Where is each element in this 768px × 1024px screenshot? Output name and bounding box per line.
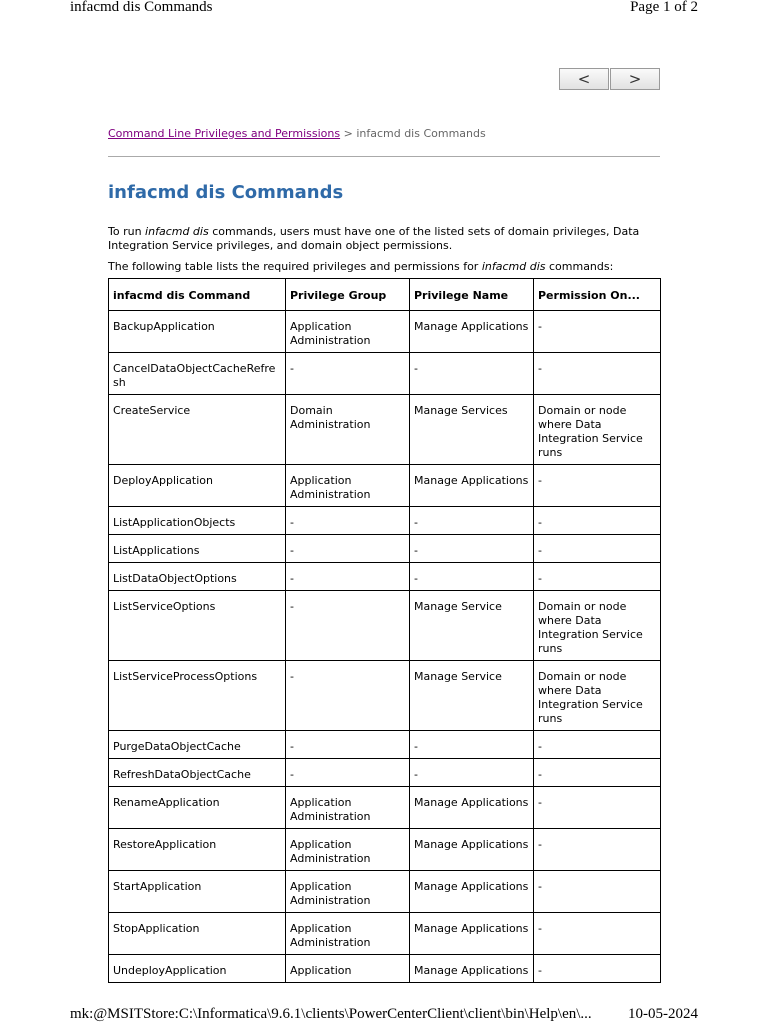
cell-privilege-name: Manage Applications (410, 955, 534, 983)
intro-command-name: infacmd dis (481, 260, 546, 273)
cell-permission-on: Domain or node where Data Integration Service runs (534, 591, 661, 661)
cell-privilege-group: Application Administration (286, 787, 410, 829)
table-row (109, 535, 661, 563)
column-header-command: infacmd dis Command (109, 279, 286, 311)
table-row (109, 759, 661, 787)
cell-permission-on: - (534, 829, 661, 871)
table-row (109, 591, 661, 661)
cell-privilege-group: - (286, 563, 410, 591)
cell-command: StopApplication (109, 913, 286, 955)
cell-permission-on: Domain or node where Data Integration Service runs (534, 395, 661, 465)
cell-privilege-name: - (410, 731, 534, 759)
cell-privilege-group: Application (286, 955, 410, 983)
print-header-page-number: Page 1 of 2 (630, 0, 698, 15)
next-topic-button[interactable]: > (610, 68, 660, 90)
table-row (109, 395, 661, 465)
page-title: infacmd dis Commands (108, 182, 344, 203)
cell-command: RestoreApplication (109, 829, 286, 871)
column-header-privilege-name: Privilege Name (410, 279, 534, 311)
table-intro-paragraph (108, 260, 660, 274)
cell-privilege-group: Application Administration (286, 871, 410, 913)
cell-privilege-group: - (286, 353, 410, 395)
cell-privilege-name: Manage Applications (410, 913, 534, 955)
cell-permission-on: Domain or node where Data Integration Service runs (534, 661, 661, 731)
previous-topic-button[interactable]: < (559, 68, 609, 90)
intro-text: The following table lists the required privileges and permissions for (108, 260, 482, 273)
breadcrumb-link-privileges[interactable]: Command Line Privileges and Permissions (108, 127, 341, 140)
cell-permission-on: - (534, 787, 661, 829)
print-footer (70, 1006, 698, 1024)
cell-privilege-name: Manage Services (410, 395, 534, 465)
intro-text: To run (108, 225, 146, 238)
print-footer-url: mk:@MSITStore:C:\Informatica\9.6.1\clients\PowerCenterClient\client\bin\Help\en\... (70, 1006, 592, 1022)
cell-command: ListDataObjectOptions (109, 563, 286, 591)
cell-privilege-name: - (410, 353, 534, 395)
cell-privilege-group: Application Administration (286, 311, 410, 353)
table-body (109, 311, 661, 983)
cell-privilege-name: Manage Applications (410, 465, 534, 507)
cell-privilege-name: Manage Applications (410, 311, 534, 353)
print-footer-date: 10-05-2024 (628, 1006, 698, 1022)
table-row (109, 311, 661, 353)
table-header-row (109, 279, 661, 311)
cell-privilege-name: Manage Applications (410, 787, 534, 829)
intro-command-name: infacmd dis (145, 225, 209, 238)
cell-privilege-group: - (286, 591, 410, 661)
cell-privilege-name: - (410, 563, 534, 591)
print-header-title: infacmd dis Commands (70, 0, 213, 15)
table-row (109, 353, 661, 395)
cell-command: CreateService (109, 395, 286, 465)
cell-privilege-group: Application Administration (286, 465, 410, 507)
breadcrumb-current: infacmd dis Commands (356, 127, 486, 140)
table-row (109, 731, 661, 759)
cell-command: UndeployApplication (109, 955, 286, 983)
cell-privilege-name: - (410, 535, 534, 563)
cell-privilege-group: Application Administration (286, 829, 410, 871)
breadcrumb (108, 126, 660, 144)
table-row (109, 913, 661, 955)
cell-command: RefreshDataObjectCache (109, 759, 286, 787)
cell-permission-on: - (534, 759, 661, 787)
print-header (70, 0, 698, 18)
cell-permission-on: - (534, 465, 661, 507)
cell-privilege-name: - (410, 507, 534, 535)
cell-permission-on: - (534, 955, 661, 983)
cell-command: ListApplicationObjects (109, 507, 286, 535)
cell-privilege-group: Application Administration (286, 913, 410, 955)
column-header-permission-on: Permission On... (534, 279, 661, 311)
cell-command: ListServiceProcessOptions (109, 661, 286, 731)
table-row (109, 563, 661, 591)
cell-command: ListServiceOptions (109, 591, 286, 661)
intro-text: commands, users must have one of the listed sets of domain privileges, Data Integration Service privileges, and domain object permissions. (108, 225, 640, 252)
cell-privilege-group: - (286, 661, 410, 731)
cell-privilege-group: Domain Administration (286, 395, 410, 465)
table-row (109, 955, 661, 983)
cell-command: CancelDataObjectCacheRefresh (109, 353, 286, 395)
cell-permission-on: - (534, 913, 661, 955)
cell-privilege-group: - (286, 731, 410, 759)
cell-privilege-group: - (286, 507, 410, 535)
cell-permission-on: - (534, 353, 661, 395)
privileges-table (108, 278, 661, 983)
intro-text: commands: (545, 260, 614, 273)
table-row (109, 661, 661, 731)
table-row (109, 871, 661, 913)
cell-permission-on: - (534, 871, 661, 913)
cell-privilege-group: - (286, 535, 410, 563)
cell-command: RenameApplication (109, 787, 286, 829)
cell-command: ListApplications (109, 535, 286, 563)
cell-permission-on: - (534, 731, 661, 759)
table-row (109, 465, 661, 507)
cell-command: StartApplication (109, 871, 286, 913)
cell-permission-on: - (534, 563, 661, 591)
table-row (109, 829, 661, 871)
table-row (109, 787, 661, 829)
help-content (108, 126, 660, 977)
cell-command: BackupApplication (109, 311, 286, 353)
intro-paragraph (108, 225, 660, 253)
breadcrumb-separator: > (340, 127, 357, 140)
nav-buttons (559, 68, 660, 90)
cell-privilege-name: Manage Applications (410, 871, 534, 913)
cell-privilege-name: Manage Applications (410, 829, 534, 871)
cell-privilege-group: - (286, 759, 410, 787)
cell-permission-on: - (534, 535, 661, 563)
cell-privilege-name: Manage Service (410, 591, 534, 661)
cell-privilege-name: - (410, 759, 534, 787)
cell-command: DeployApplication (109, 465, 286, 507)
cell-privilege-name: Manage Service (410, 661, 534, 731)
divider (108, 156, 660, 157)
table-row (109, 507, 661, 535)
cell-command: PurgeDataObjectCache (109, 731, 286, 759)
cell-permission-on: - (534, 311, 661, 353)
cell-permission-on: - (534, 507, 661, 535)
column-header-privilege-group: Privilege Group (286, 279, 410, 311)
